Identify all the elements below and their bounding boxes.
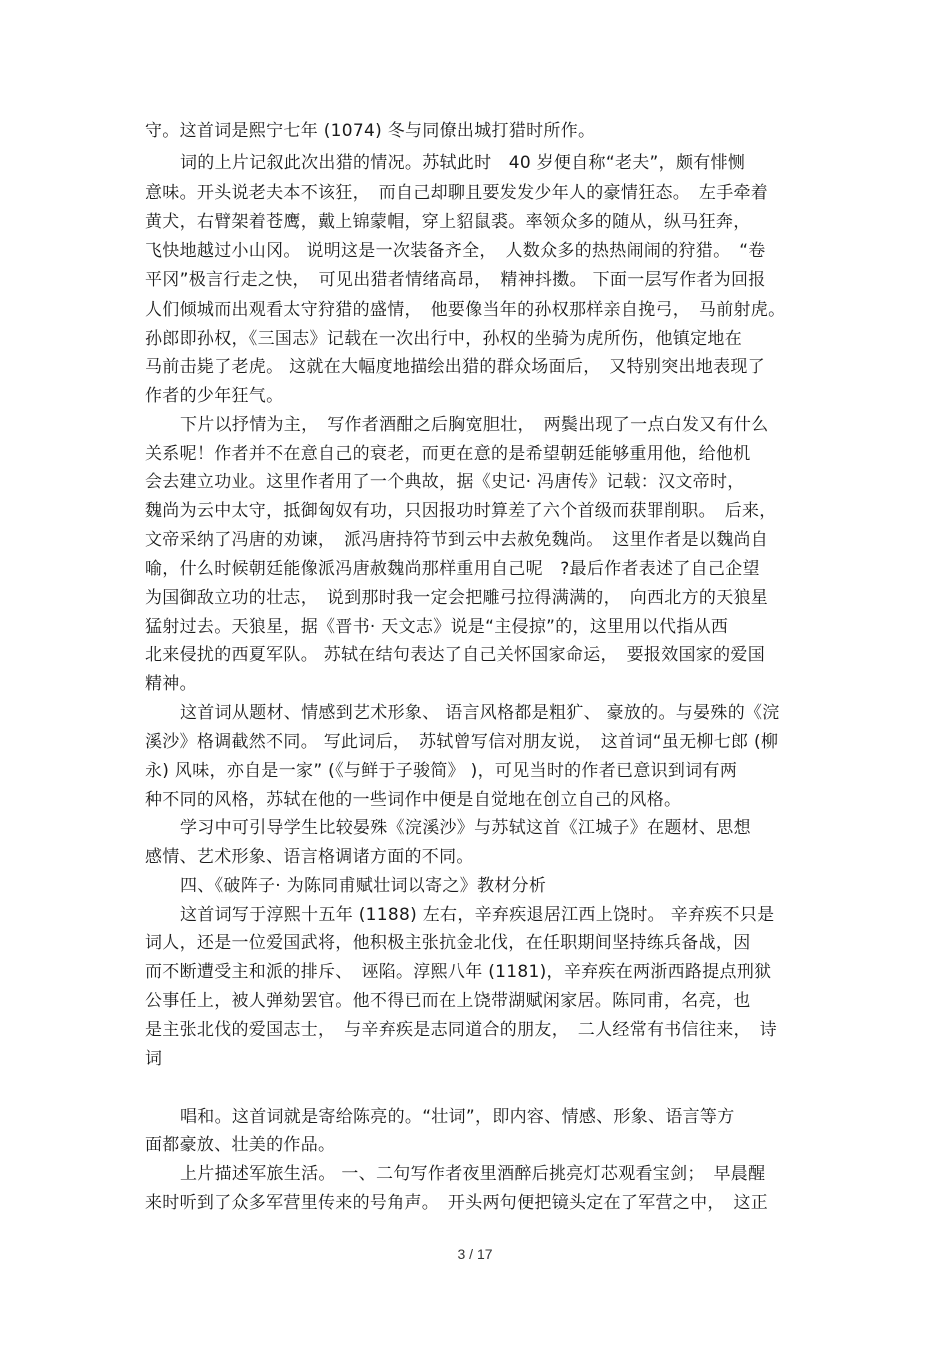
text-line: 关系呢！作者并不在意自己的衰老，而更在意的是希望朝廷能够重用他，给他机 <box>145 444 751 464</box>
text-line: 公事任上，被人弹劾罢官。他不得已而在上饶带湖赋闲家居。陈同甫，名亮，也 <box>145 991 751 1011</box>
text-line: 词人，还是一位爱国武将，他积极主张抗金北伐，在任职期间坚持练兵备战，因 <box>145 933 751 953</box>
text-line: 精神。 <box>145 674 197 694</box>
text-line: 学习中可引导学生比较晏殊《浣溪沙》与苏轼这首《江城子》在题材、思想 <box>180 818 751 838</box>
text-line: 北来侵扰的西夏军队。 苏轼在结句表达了自己关怀国家命运， 要报效国家的爱国 <box>145 645 766 665</box>
text-line: 下片以抒情为主， 写作者酒酣之后胸宽胆壮， 两鬓出现了一点白发又有什么 <box>180 415 769 435</box>
text-line: 面都豪放、壮美的作品。 <box>145 1135 336 1155</box>
text-line: 永) 风味，亦自是一家” (《与鲜于子骏简》 )，可见当时的作者已意识到词有两 <box>145 761 738 781</box>
text-line: 来时听到了众多军营里传来的号角声。 开头两句便把镜头定在了军营之中， 这正 <box>145 1193 769 1213</box>
text-line: 词 <box>145 1049 163 1069</box>
text-line: 溪沙》格调截然不同。 写此词后， 苏轼曾写信对朋友说， 这首词“虽无柳七郎 (柳 <box>145 732 779 752</box>
text-line: 唱和。这首词就是寄给陈亮的。“壮词”，即内容、情感、形象、语言等方 <box>180 1107 735 1127</box>
text-line: 这首词从题材、情感到艺术形象、 语言风格都是粗犷、 豪放的。与晏殊的《浣 <box>180 703 780 723</box>
text-line: 为国御敌立功的壮志， 说到那时我一定会把雕弓拉得满满的， 向西北方的天狼星 <box>145 588 769 608</box>
text-line: 喻，什么时候朝廷能像派冯唐赦魏尚那样重用自己呢 ?最后作者表述了自己企望 <box>145 559 760 579</box>
text-line: 马前击毙了老虎。 这就在大幅度地描绘出猎的群众场面后， 又特别突出地表现了 <box>145 357 766 377</box>
text-line: 而不断遭受主和派的排斥、 诬陷。淳熙八年 (1181)，辛弃疾在两浙西路提点刑狱 <box>145 962 772 982</box>
text-line: 上片描述军旅生活。 一、二句写作者夜里酒醉后挑亮灯芯观看宝剑； 早晨醒 <box>180 1164 766 1184</box>
text-line: 魏尚为云中太守，抵御匈奴有功，只因报功时算差了六个首级而获罪削职。 后来， <box>145 501 777 521</box>
text-line: 人们倾城而出观看太守狩猎的盛情， 他要像当年的孙权那样亲自挽弓， 马前射虎。 <box>145 300 786 320</box>
text-line: 守。这首词是熙宁七年 (1074) 冬与同僚出城打猎时所作。 <box>145 121 596 141</box>
text-line: 是主张北伐的爱国志士， 与辛弃疾是志同道合的朋友， 二人经常有书信往来， 诗 <box>145 1020 777 1040</box>
text-line: 种不同的风格，苏轼在他的一些词作中便是自觉地在创立自己的风格。 <box>145 790 682 810</box>
text-line: 文帝采纳了冯唐的劝谏， 派冯唐持符节到云中去赦免魏尚。 这里作者是以魏尚自 <box>145 530 769 550</box>
page-number: 3 / 17 <box>457 1246 493 1262</box>
text-line: 黄犬，右臂架着苍鹰，戴上锦蒙帽，穿上貂鼠裘。率领众多的随从，纵马狂奔， <box>145 212 751 232</box>
text-line: 感情、艺术形象、语言格调诸方面的不同。 <box>145 847 474 867</box>
text-line: 意味。开头说老夫本不该狂， 而自己却聊且要发发少年人的豪情狂态。 左手牵着 <box>145 183 769 203</box>
text-line: 会去建立功业。这里作者用了一个典故，据《史记· 冯唐传》记载：汉文帝时， <box>145 472 745 492</box>
text-line: 平冈”极言行走之快， 可见出猎者情绪高昂， 精神抖擞。 下面一层写作者为回报 <box>145 270 766 290</box>
text-line: 飞快地越过小山冈。 说明这是一次装备齐全， 人数众多的热热闹闹的狩猎。 “卷 <box>145 241 766 261</box>
text-line: 词的上片记叙此次出猎的情况。苏轼此时 40 岁便自称“老夫”，颇有悱恻 <box>180 153 746 173</box>
text-line: 孙郎即孙权，《三国志》记载在一次出行中，孙权的坐骑为虎所伤，他镇定地在 <box>145 329 742 349</box>
text-line: 猛射过去。天狼星，据《晋书· 天文志》说是“主侵掠”的，这里用以代指从西 <box>145 617 729 637</box>
text-line: 作者的少年狂气。 <box>145 386 284 406</box>
text-line: 这首词写于淳熙十五年 (1188) 左右，辛弃疾退居江西上饶时。 辛弃疾不只是 <box>180 905 775 925</box>
section-heading: 四、《破阵子· 为陈同甫赋壮词以寄之》教材分析 <box>180 876 547 896</box>
